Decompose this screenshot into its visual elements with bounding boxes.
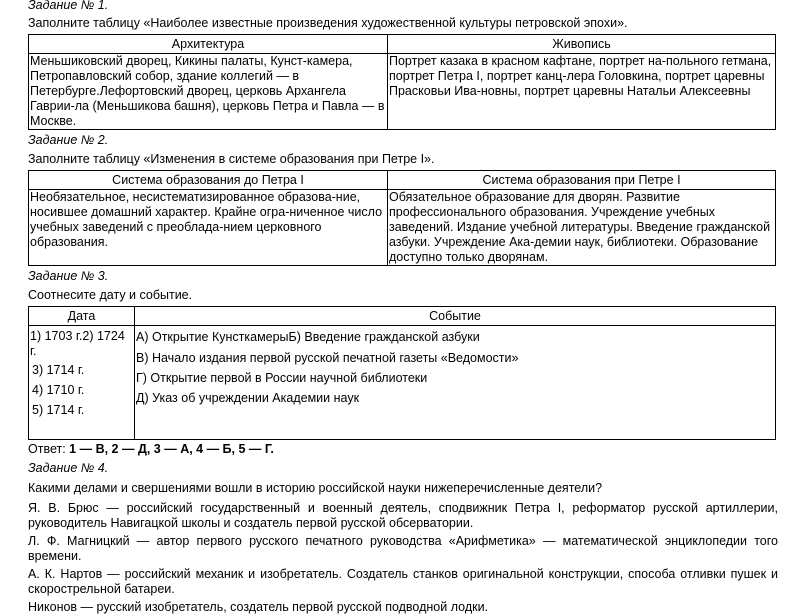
task2-col1-cell: Необязательное, несистематизированное образова-ние, носившее домашний характер. Крайне огра-ниченное число учебных заведений с преоблада-нием церковного образования. [29,190,388,266]
event-item: В) Начало издания первой русской печатной газеты «Ведомости» [136,351,519,365]
task3-table [28,306,776,440]
task3-answer [28,442,778,457]
task2-heading: Задание № 2. [28,133,109,147]
answer-label: Ответ: [28,442,66,456]
task2-col2-cell: Обязательное образование для дворян. Развитие профессионального образования. Учреждение учебных заведений. Издание учебной литературы. Введение гражданской азбуки. Учреждение Ака-демии наук, библиотеки. Образование доступно только дворянам. [388,190,776,266]
task2-table [28,170,776,266]
task4-paragraph-magnitsky: Л. Ф. Магницкий — автор первого русского печатного руководства «Арифметика» — математической энциклопедии того времени. [28,534,778,563]
event-item: Г) Открытие первой в России научной библиотеки [136,371,428,385]
task2-col2-header: Система образования при Петре I [388,171,776,190]
date-item: 5) 1714 г. [32,403,85,417]
task3-events-cell [135,326,776,440]
task1-col1-cell: Меньшиковский дворец, Кикины палаты, Кунст-камера, Петропавловский собор, здание коллегий — в Петербурге.Лефортовский дворец, церковь Архангела Гаврии-ла (Меньшикова башня), церковь Петра и Павла — в Москве. [29,54,388,130]
task2-col1-header: Система образования до Петра I [29,171,388,190]
event-item: Д) Указ об учреждении Академии наук [136,391,360,405]
task3-dates-cell [29,326,135,440]
document-page [28,0,778,615]
task1-heading: Задание № 1. [28,0,109,12]
task4-paragraph-nartov: А. К. Нартов — российский механик и изобретатель. Создатель станков оригинальной конструкции, способа отливки пушек и скорострельной батареи. [28,567,778,596]
task4-paragraph-bruce: Я. В. Брюс — российский государственный и военный деятель, сподвижник Петра I, реформатор русской артиллерии, руководитель Навигацкой школы и создатель первой русской обсерватории. [28,501,778,530]
task1-instruction: Заполните таблицу «Наиболее известные произведения художественной культуры петровской эпохи». [28,16,628,30]
task4-heading: Задание № 4. [28,461,109,475]
date-item: 4) 1710 г. [32,383,85,397]
task1-col1-header: Архитектура [29,35,388,54]
task3-heading: Задание № 3. [28,269,109,283]
task1-col2-cell: Портрет казака в красном кафтане, портрет на-польного гетмана, портрет Петра I, портрет канц-лера Головкина, портрет царевны Прасковьи Ива-новны, портрет царевны Натальи Алексеевны [388,54,776,130]
task3-instruction: Соотнесите дату и событие. [28,288,193,302]
answer-value: 1 — В, 2 — Д, 3 — А, 4 — Б, 5 — Г. [69,442,274,456]
task3-col2-header: Событие [135,307,776,326]
task3-col1-header: Дата [29,307,135,326]
task4-paragraph-nikonov: Никонов — русский изобретатель, создатель первой русской подводной лодки. [28,600,489,614]
task1-col2-header: Живопись [388,35,776,54]
task1-table [28,34,776,130]
event-item: А) Открытие КунсткамерыБ) Введение гражданской азбуки [136,330,480,344]
date-item: 3) 1714 г. [32,363,85,377]
task4-question: Какими делами и свершениями вошли в историю российской науки нижеперечисленные деятели? [28,481,603,495]
date-item: 1) 1703 г.2) 1724 г. [30,329,125,358]
task2-instruction: Заполните таблицу «Изменения в системе образования при Петре I». [28,152,435,166]
